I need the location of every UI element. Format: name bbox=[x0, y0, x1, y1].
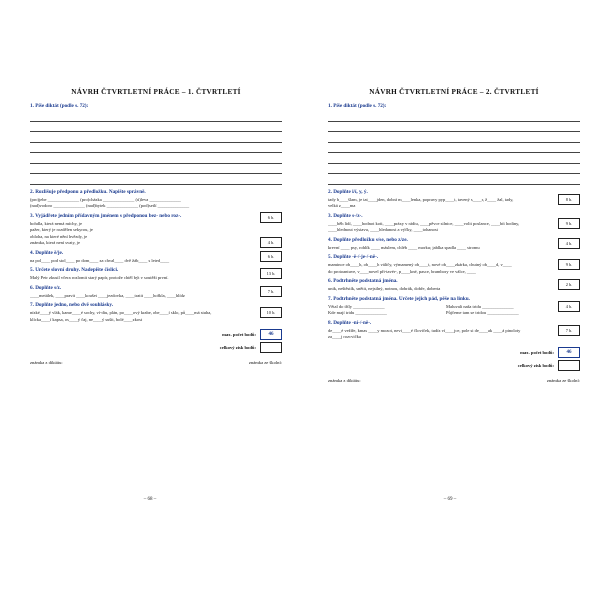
task-3-line-1-right[interactable]: ____běh lidí, ____hodnot koti, ____práxy v rádiu, ____pěvce silnice, ____volit poslance, ____bít hodiny, bbox=[328, 220, 520, 226]
task-3-left bbox=[30, 213, 282, 247]
task-7-heading-left: 7. Doplňte jedno, nebo dvě souhlásky. bbox=[30, 302, 114, 309]
task-6-points-box-left: 7 b. bbox=[260, 286, 282, 297]
task-5-line-1-left[interactable]: Malý Petr zkusil včera rozlomit starý papír, protože chtěl být v soutěži první. bbox=[30, 275, 169, 281]
task-3-line-2-right[interactable]: ____hlednout výstavu, ____hledanost a výčky, ____tohanost bbox=[328, 227, 438, 233]
task-3-points-box-a-left: 6 b. bbox=[260, 212, 282, 223]
task-3-heading-left: 3. Vyjádřete jedním přídavným jménem s předponou bez- nebo roz-. bbox=[30, 212, 182, 219]
task-3-line-4-left[interactable]: známka, která není svaty, je bbox=[30, 240, 80, 246]
task-4-line-1-left[interactable]: na pol____ pod stol____ po dom____ za chval____ dvě žáb____ s leted____ bbox=[30, 257, 170, 263]
task-5-line-2-right[interactable]: do protoantuve, v____novel při-tavér-, p____kné, pasce, brambory ve válce, ____ bbox=[328, 268, 476, 274]
task-3-line-1-left[interactable]: bohdla, která nemá míchy, je bbox=[30, 220, 82, 226]
task-7-points-box-right: 4 b. bbox=[558, 301, 580, 312]
task-3-right bbox=[328, 213, 580, 234]
task-3-heading-right: 3. Doplňte s-/z-. bbox=[328, 212, 363, 219]
total-points-row-right bbox=[328, 360, 580, 371]
task-5-points-box-right: 9 b. bbox=[558, 259, 580, 270]
page-title-left: NÁVRH ČTVRTLETNÍ PRÁCE – 1. ČTVRTLETÍ bbox=[71, 88, 241, 96]
task-8-points-box-right: 7 b. bbox=[558, 325, 580, 336]
task-5-heading-right: 5. Doplňte -ě-/-je-/-ně-. bbox=[328, 254, 379, 261]
page-number-left: – 68 – bbox=[143, 497, 157, 502]
max-points-row-right bbox=[328, 347, 580, 358]
task-7-left bbox=[30, 302, 282, 323]
task-4-heading-left: 4. Doplňte ě/je. bbox=[30, 249, 64, 256]
marks-row-right bbox=[328, 378, 580, 383]
ruled-line[interactable] bbox=[328, 153, 580, 164]
task-6-left bbox=[30, 285, 282, 300]
task-4-points-box-left: 6 b. bbox=[260, 251, 282, 262]
page-number-right: – 69 – bbox=[443, 497, 457, 502]
task-8-heading-right: 8. Doplňte -ní-/-ně-. bbox=[328, 319, 372, 326]
task-2-line-1-left[interactable]: (pro)jebe ______________ (pro)cházka ______________ (ú)leva ______________ bbox=[30, 196, 181, 202]
ruled-line[interactable] bbox=[30, 164, 282, 175]
score-footer-right bbox=[328, 347, 580, 371]
task-4-left bbox=[30, 250, 282, 265]
ruled-line[interactable] bbox=[30, 143, 282, 154]
task-7-left-line-1-right[interactable]: Větal do tříly ______________ bbox=[328, 303, 385, 309]
task-6-points-box-right: 2 b. bbox=[558, 279, 580, 290]
task-4-points-box-right: 4 b. bbox=[558, 238, 580, 249]
two-page-spread bbox=[0, 88, 600, 508]
max-points-value-left: 46 bbox=[260, 329, 282, 340]
task-3-points-box-b-left: 4 b. bbox=[260, 237, 282, 248]
max-points-label-right: max. počet bodů: bbox=[520, 349, 554, 355]
task-2-heading-right: 2. Doplňte i/í, y, ý. bbox=[328, 188, 368, 195]
task-4-heading-right: 4. Doplňte předložku s/se, nebo z/ze. bbox=[328, 236, 408, 243]
page-right bbox=[300, 88, 600, 508]
task-2-right bbox=[328, 189, 580, 210]
task-6-heading-left: 6. Doplňte s/z. bbox=[30, 284, 62, 291]
page-title-right: NÁVRH ČTVRTLETNÍ PRÁCE – 2. ČTVRTLETÍ bbox=[369, 88, 539, 96]
task-2-heading-left: 2. Rozlišuje předponu a předložku. Napište správně. bbox=[30, 188, 146, 195]
max-points-value-right: 46 bbox=[558, 347, 580, 358]
task-7-right-line-2-right[interactable]: Půjčeme tam se tridou ______________ bbox=[446, 310, 519, 316]
total-points-label-left: celkový zisk bodů: bbox=[219, 345, 256, 351]
task-7-right bbox=[328, 296, 580, 317]
task-1-right bbox=[328, 103, 580, 185]
task-2-left bbox=[30, 189, 282, 210]
total-points-label-right: celkový zisk bodů: bbox=[517, 362, 554, 368]
ruled-line[interactable] bbox=[328, 111, 580, 122]
mark-dictation-label-left: známka z diktátu: bbox=[30, 360, 63, 366]
task-5-points-box-left: 13 b. bbox=[260, 268, 282, 279]
task-7-right-line-1-right[interactable]: Maluvali naša tridu ______________ bbox=[446, 303, 514, 309]
task-5-right bbox=[328, 254, 580, 275]
ruled-line[interactable] bbox=[30, 174, 282, 185]
ruled-line[interactable] bbox=[30, 132, 282, 143]
score-footer-left bbox=[30, 329, 282, 353]
ruled-line[interactable] bbox=[328, 174, 580, 185]
task-3-points-box-right: 9 b. bbox=[558, 218, 580, 229]
task-5-left bbox=[30, 267, 282, 282]
task-7-line-1-left[interactable]: nízké____ý vlák, kame____é sochy, ví-diu, plán, po____ový krabe, obe____í sklo, pů____má stuha, bbox=[30, 310, 212, 316]
task-6-right bbox=[328, 278, 580, 293]
task-7-left-line-2-right[interactable]: Kde mají tridu ______________ bbox=[328, 310, 387, 316]
page-left bbox=[0, 88, 300, 508]
task-4-line-1-right[interactable]: krevní ____ psy, rohlík ____ máslem, chléb ____ morku; jablka spadla ____ stromu bbox=[328, 244, 480, 250]
ruled-line[interactable] bbox=[30, 122, 282, 133]
task-8-right bbox=[328, 320, 580, 341]
ruled-line[interactable] bbox=[30, 111, 282, 122]
task-7-heading-right: 7. Podtrhněte podstatná jména. Určete jejich pád, pěše na linku. bbox=[328, 295, 470, 302]
task-1-left bbox=[30, 103, 282, 185]
dictation-ruled-lines-left bbox=[30, 111, 282, 185]
task-8-line-2-right[interactable]: za____j rozcvička bbox=[328, 334, 361, 340]
task-8-line-1-right[interactable]: de____é vežíře, kmas ____y mozot, nevi____é človiček, tudíz ví____jce, pole si de____ak ____á pinoloty bbox=[328, 327, 521, 333]
task-5-heading-left: 5. Určete slovní druhy. Nadepište číslici. bbox=[30, 267, 119, 274]
task-3-line-2-left[interactable]: pažer, který je rozdělen sekyrou, je bbox=[30, 227, 93, 233]
ruled-line[interactable] bbox=[328, 122, 580, 133]
task-2-line-2-right[interactable]: velká z____ma bbox=[328, 203, 356, 209]
mark-dictation-label-right: známka z diktátu: bbox=[328, 377, 361, 383]
mark-school-label-left: známka ze školní: bbox=[248, 360, 282, 366]
max-points-row-left bbox=[30, 329, 282, 340]
task-1-heading-left: 1. Píše diktát (podle s. 72): bbox=[30, 103, 89, 109]
task-4-right bbox=[328, 237, 580, 252]
task-2-line-1-right[interactable]: tady b____šlam, je tat____jden, dobrá m____lenka, popravy pyp____t, tavený s____r, ž____ žal, tady, bbox=[328, 196, 514, 202]
task-2-points-box-right: 8 b. bbox=[558, 194, 580, 205]
marks-row-left bbox=[30, 360, 282, 365]
dictation-ruled-lines-right bbox=[328, 111, 580, 185]
task-5-line-1-right[interactable]: mamince ob____h, ob____h váličy, výmamený ob____t, nové ob____zkárka, chutný ob____d, v____ bbox=[328, 262, 512, 268]
task-7-points-box-left: 10 b. bbox=[260, 307, 282, 318]
total-points-row-left bbox=[30, 342, 282, 353]
task-6-line-1-right[interactable]: unik, neštěstík, snětit, nejsilný, notnou, dobrák, dobře, doberta bbox=[328, 286, 441, 292]
total-points-field-left[interactable] bbox=[260, 342, 282, 353]
ruled-line[interactable] bbox=[328, 132, 580, 143]
total-points-field-right[interactable] bbox=[558, 360, 580, 371]
task-6-heading-right: 6. Podtrhněte podstatná jména. bbox=[328, 278, 398, 285]
ruled-line[interactable] bbox=[328, 164, 580, 175]
task-6-line-1-left[interactable]: ____metálek, ____pravit ____koušet ____jezdovka, ____tratit ____hořkla, ____hlídz bbox=[30, 292, 185, 298]
max-points-label-left: max. počet bodů: bbox=[222, 332, 256, 338]
mark-school-label-right: známka ze školní: bbox=[546, 377, 580, 383]
task-3-line-3-left[interactable]: obloha, na které nění hvězdy, je bbox=[30, 233, 88, 239]
ruled-line[interactable] bbox=[328, 143, 580, 154]
task-1-heading-right: 1. Píše diktát (podle s. 72): bbox=[328, 103, 387, 109]
task-2-line-2-left[interactable]: (nad)vodoro ______________ (nad)bytek ______________ (pod)setlí ______________ bbox=[30, 203, 190, 209]
task-7-line-2-left[interactable]: klícka____í kapsa, os____ý čaj, ne____ý sušit, bolé____zkost bbox=[30, 316, 143, 322]
ruled-line[interactable] bbox=[30, 153, 282, 164]
